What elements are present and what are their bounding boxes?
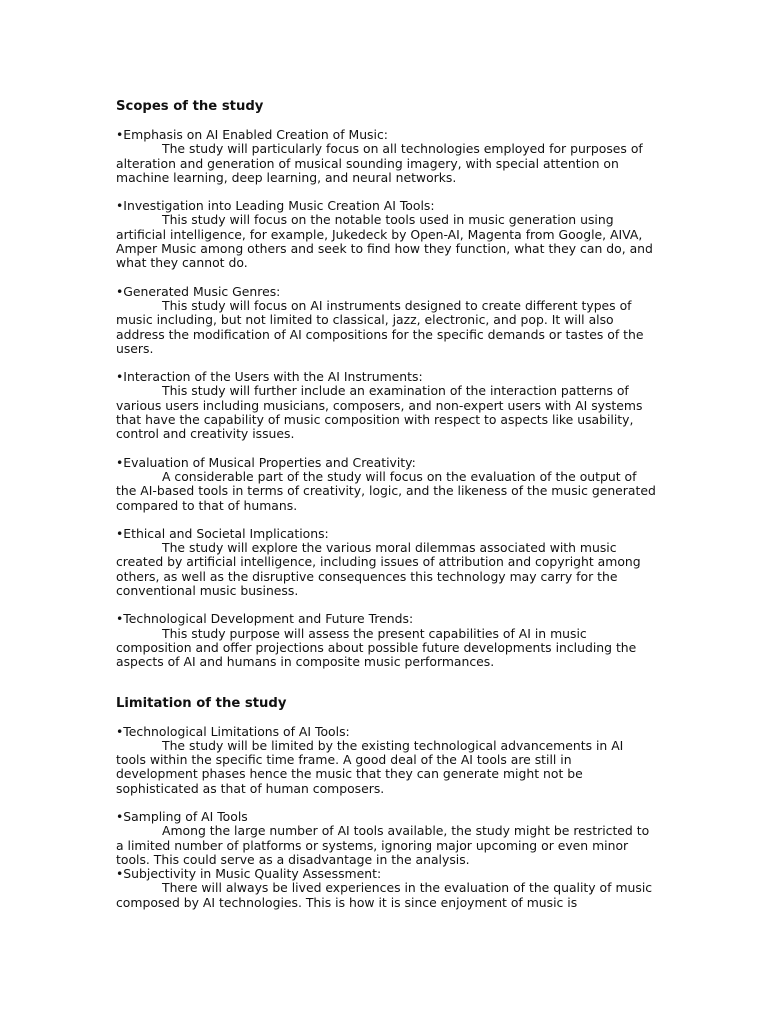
item-title: •Investigation into Leading Music Creation AI Tools: <box>116 198 435 214</box>
item-body: This study will further include an examination of the interaction patterns of various users including musicians, composers, and non-expert users with AI systems that have the capability of music composition with respect to aspects like usability, control and creativity issues. <box>116 383 643 442</box>
scope-item-ethical <box>116 527 656 598</box>
scope-item-interaction <box>116 370 656 441</box>
section-heading-scopes: Scopes of the study <box>116 99 264 114</box>
item-title: •Sampling of AI Tools <box>116 808 248 824</box>
item-body: The study will particularly focus on all technologies employed for purposes of alteration and generation of musical sounding imagery, with special attention on machine learning, deep learning, and neural networks. <box>116 141 643 185</box>
item-body: This study will focus on the notable tools used in music generation using artificial intelligence, for example, Jukedeck by Open-AI, Magenta from Google, AIVA, Amper Music among others and seek to find how they function, what they can do, and what they cannot do. <box>116 212 653 271</box>
section-heading-limitations: Limitation of the study <box>116 695 287 711</box>
item-body: This study will focus on AI instruments designed to create different types of music including, but not limited to classical, jazz, electronic, and pop. It will also address the modification of AI compositions for the specific demands or tastes of the users. <box>116 297 644 356</box>
item-title: •Generated Music Genres: <box>116 283 281 299</box>
item-title: •Ethical and Societal Implications: <box>116 525 329 541</box>
item-title: •Interaction of the Users with the AI Instruments: <box>116 369 423 385</box>
scope-item-investigation <box>116 199 656 270</box>
item-title: •Evaluation of Musical Properties and Creativity: <box>116 454 416 470</box>
item-body: There will always be lived experiences in the evaluation of the quality of music composed by AI technologies. This is how it is since enjoyment of music is <box>116 880 653 910</box>
scope-item-trends <box>116 612 656 669</box>
item-title: •Technological Limitations of AI Tools: <box>116 723 350 739</box>
limitation-item-technological <box>116 725 656 796</box>
item-title: •Subjectivity in Music Quality Assessment: <box>116 866 382 882</box>
item-body: The study will be limited by the existing technological advancements in AI tools within the specific time frame. A good deal of the AI tools are still in development phases hence the music that they can generate might not be sophisticated as that of human composers. <box>116 737 624 796</box>
document-page <box>116 99 656 924</box>
scope-item-evaluation <box>116 456 656 513</box>
scope-item-emphasis <box>116 128 656 185</box>
limitation-item-sampling <box>116 810 656 867</box>
scope-item-genres <box>116 285 656 356</box>
item-body: Among the large number of AI tools available, the study might be restricted to a limited number of platforms or systems, ignoring major upcoming or even minor tools. This could serve as a disadvantage in the analysis. <box>116 823 650 867</box>
item-body: This study purpose will assess the present capabilities of AI in music composition and offer projections about possible future developments including the aspects of AI and humans in composite music performances. <box>116 625 637 670</box>
item-title: •Emphasis on AI Enabled Creation of Music: <box>116 127 388 142</box>
limitation-item-subjectivity <box>116 867 656 910</box>
item-body: The study will explore the various moral dilemmas associated with music created by artificial intelligence, including issues of attribution and copyright among others, as well as the disruptive consequences this technology may carry for the conventional music business. <box>116 540 641 599</box>
item-title: •Technological Development and Future Trends: <box>116 611 414 627</box>
item-body: A considerable part of the study will focus on the evaluation of the output of the AI-based tools in terms of creativity, logic, and the likeness of the music generated compared to that of humans. <box>116 468 656 513</box>
